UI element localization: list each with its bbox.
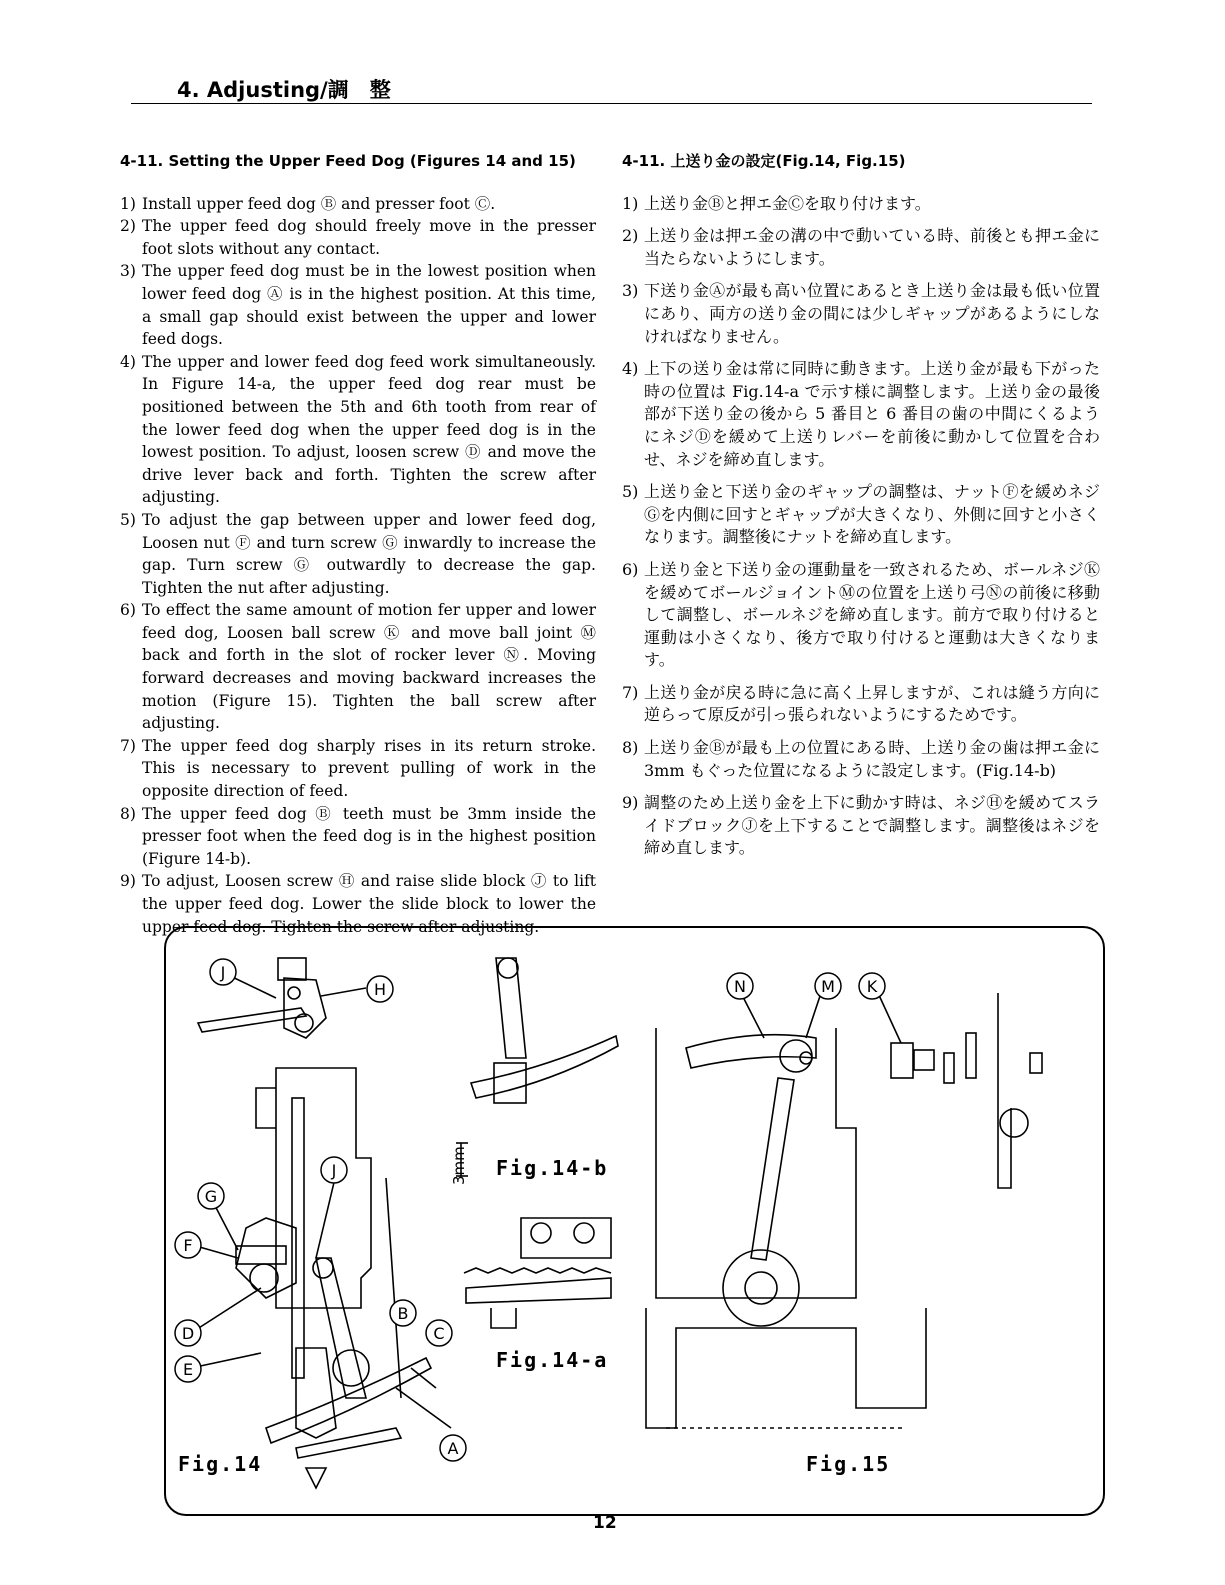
english-step-8	[120, 803, 596, 871]
step-number: 4)	[120, 352, 136, 371]
step-number: 7)	[120, 736, 136, 755]
callout-A: A	[447, 1439, 459, 1458]
step-number: 2)	[120, 217, 136, 236]
japanese-step-4	[622, 358, 1100, 471]
english-steps-list	[120, 193, 596, 939]
fig15-eccentric-drawing	[723, 1250, 799, 1326]
callout-K: K	[866, 977, 878, 996]
japanese-step-1	[622, 193, 1100, 216]
callout-M: M	[821, 977, 835, 996]
step-text: The upper feed dog should freely move in the presser foot slots without any contact.	[142, 217, 596, 258]
step-number: 3)	[120, 262, 136, 281]
fig15-housing-drawing	[656, 1028, 856, 1298]
callout-G: G	[204, 1187, 218, 1206]
step-text: 調整のため上送り金を上下に動かす時は、ネジⒽを緩めてスライドブロックⒿを上下することで調整します。調整後はネジを締め直します。	[644, 793, 1100, 858]
step-number: 8)	[622, 738, 639, 758]
page-header-title: 4. Adjusting/調 整	[177, 78, 391, 102]
callout-N: N	[734, 977, 746, 996]
page-number: 12	[593, 1513, 617, 1533]
callout-E: E	[182, 1360, 194, 1379]
callout-H: H	[373, 980, 387, 999]
english-step-2	[120, 215, 596, 260]
step-text: To effect the same amount of motion fer upper and lower feed dog, Loosen ball screw Ⓚ and move ball joint Ⓜ back and forth in the slot of rocker lever Ⓝ. Moving forward decreases and moving backward increases the motion (Figure 15). Tighten the ball screw after adjusting.	[142, 601, 596, 733]
callout-B: B	[397, 1304, 409, 1323]
fig14-callouts	[175, 959, 466, 1461]
step-number: 7)	[622, 682, 639, 702]
step-text: The upper and lower feed dog feed work simultaneously. In Figure 14-a, the upper feed dog rear must be positioned between the 5th and 6th tooth from rear of the lower feed dog when the upper feed dog is in the lowest position. To adjust, loosen screw Ⓓ and move the drive lever back and forth. Tighten the screw after adjusting.	[142, 352, 596, 507]
caption-fig14a: Fig.14-a	[496, 1348, 609, 1372]
step-number: 3)	[622, 281, 639, 301]
step-text: The upper feed dog sharply rises in its return stroke. This is necessary to prevent pulling of work in the opposite direction of feed.	[142, 736, 596, 801]
step-number: 1)	[622, 193, 639, 213]
fig15-callouts	[727, 973, 885, 999]
step-number: 8)	[120, 804, 136, 823]
japanese-step-7	[622, 682, 1100, 727]
step-text: To adjust the gap between upper and lower feed dog, Loosen nut Ⓕ and turn screw Ⓖ inwardly to increase the gap. Turn screw Ⓖ outwardly to decrease the gap. Tighten the nut after adjusting.	[142, 510, 596, 597]
callout-J-top: J	[220, 963, 226, 982]
step-text: The upper feed dog must be in the lowest position when lower feed dog Ⓐ is in the highest position. At this time, a small gap should exist between the upper and lower feed dogs.	[142, 262, 596, 349]
step-text: Install upper feed dog Ⓑ and presser foot Ⓒ.	[142, 194, 496, 213]
japanese-step-8	[622, 737, 1100, 782]
step-number: 9)	[120, 872, 136, 891]
japanese-section-heading: 4-11. 上送り金の設定(Fig.14, Fig.15)	[622, 152, 906, 170]
english-step-4	[120, 351, 596, 509]
step-text: 上下の送り金は常に同時に動きます。上送り金が最も下がった時の位置は Fig.14-a で示す様に調整します。上送り金の最後部が下送り金の後から 5 番目と 6 番目の歯の中間にくるようにネジⒹを緩めて上送りレバーを前後に動かして位置を合わせ、ネジを締め直します。	[644, 359, 1100, 469]
step-number: 5)	[120, 510, 136, 529]
step-text: 下送り金Ⓐが最も高い位置にあるとき上送り金は最も低い位置にあり、両方の送り金の間には少しギャップがあるようにしなければなりません。	[644, 281, 1100, 346]
japanese-step-5	[622, 481, 1100, 549]
step-number: 4)	[622, 359, 639, 379]
fig14-clamp-drawing	[278, 958, 306, 980]
fig14-arm-drawing	[198, 1008, 306, 1032]
step-text: 上送り金と下送り金のギャップの調整は、ナットⒻを緩めネジⒼを内側に回すとギャップが大きくなり、外側に回すと小さくなります。調整後にナットを締め直します。	[644, 482, 1100, 547]
english-column	[120, 150, 596, 938]
step-text: 上送り金Ⓑが最も上の位置にある時、上送り金の歯は押エ金に 3mm もぐった位置になるように設定します。(Fig.14-b)	[644, 738, 1100, 780]
callout-F: F	[183, 1236, 193, 1255]
callout-D: D	[181, 1324, 195, 1343]
fig14-presser-foot-drawing	[266, 1358, 431, 1443]
fig15-ball-joint-rod-drawing	[751, 1078, 794, 1260]
japanese-step-3	[622, 280, 1100, 348]
english-step-7	[120, 735, 596, 803]
step-number: 9)	[622, 793, 639, 813]
header-rule	[131, 103, 1092, 104]
step-text: The upper feed dog Ⓑ teeth must be 3mm inside the presser foot when the feed dog is in the highest position (Figure 14-b).	[142, 804, 596, 868]
japanese-step-2	[622, 225, 1100, 270]
caption-fig14b: Fig.14-b	[496, 1156, 609, 1180]
dimension-3mm: 3mm	[450, 1146, 468, 1185]
callout-C: C	[433, 1324, 445, 1343]
figure-drawings	[166, 928, 1103, 1514]
fig14-body-drawing	[276, 1068, 371, 1308]
step-number: 2)	[622, 226, 639, 246]
english-step-3	[120, 260, 596, 350]
english-step-1	[120, 193, 596, 216]
japanese-step-6	[622, 559, 1100, 672]
english-step-6	[120, 599, 596, 735]
caption-fig15: Fig.15	[806, 1452, 891, 1476]
step-text: 上送り金と下送り金の運動量を一致されるため、ボールネジⓀを緩めてボールジョイントⓂの位置を上送り弓Ⓝの前後に移動して調整し、ボールネジを締め直します。前方で取り付けると運動は小さくなり、後方で取り付けると運動は大きくなります。	[644, 559, 1100, 670]
step-number: 1)	[120, 194, 136, 213]
fig14a-feed-dog-drawing	[521, 1218, 611, 1258]
fig14b-lever-drawing	[496, 958, 526, 1058]
step-text: 上送り金Ⓑと押エ金Ⓒを取り付けます。	[644, 193, 931, 213]
caption-fig14: Fig.14	[178, 1452, 263, 1476]
japanese-column	[622, 150, 1100, 870]
callout-J: J	[331, 1161, 337, 1180]
step-number: 6)	[622, 559, 639, 579]
step-text: 上送り金が戻る時に急に高く上昇しますが、これは縫う方向に逆らって原反が引っ張られないようにするためです。	[644, 682, 1100, 725]
english-section-heading: 4-11. Setting the Upper Feed Dog (Figures 14 and 15)	[120, 152, 576, 170]
step-text: 上送り金は押エ金の溝の中で動いている時、前後とも押エ金に当たらないようにします。	[644, 226, 1100, 268]
figure-frame	[164, 926, 1105, 1516]
step-number: 6)	[120, 601, 136, 620]
step-text: To adjust, Loosen screw Ⓗ and raise slide block Ⓙ to lift the upper feed dog. Lower the slide block to lower the upper feed dog. Tighten the screw after adjusting.	[142, 872, 596, 936]
step-number: 5)	[622, 482, 639, 502]
japanese-step-9	[622, 792, 1100, 860]
english-step-5	[120, 509, 596, 599]
japanese-steps-list	[622, 193, 1100, 860]
